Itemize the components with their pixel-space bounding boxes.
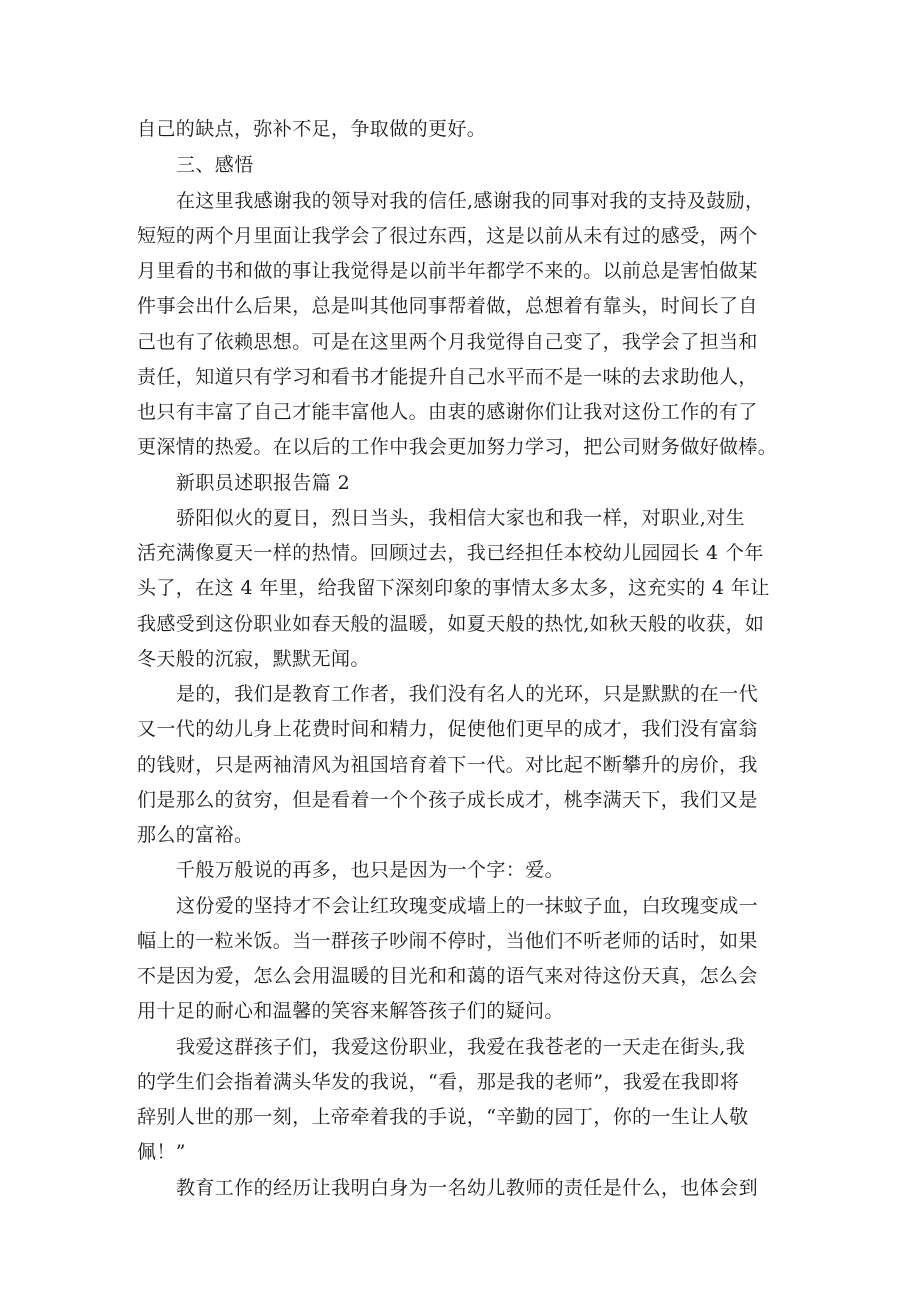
paragraph-start: 是的，我们是教育工作者，我们没有名人的光环，只是默默的在一代: [176, 683, 759, 705]
section-heading: 三、感悟: [176, 154, 254, 176]
text-line: 自己的缺点，弥补不足，争取做的更好。: [137, 118, 487, 140]
paragraph-start: 教育工作的经历让我明白身为一名幼儿教师的责任是什么，也体会到: [176, 1177, 759, 1199]
paragraph-start: 骄阳似火的夏日，烈日当头，我相信大家也和我一样，对职业,对生: [176, 507, 746, 529]
text-line: 己也有了依赖思想。可是在这里两个月我觉得自己变了，我学会了担当和: [137, 331, 758, 353]
text-line: 头了，在这 4 年里，给我留下深刻印象的事情太多太多，这充实的 4 年让: [137, 577, 770, 599]
text-line: 更深情的热爱。在以后的工作中我会更加努力学习，把公司财务做好做棒。: [137, 436, 778, 458]
text-line: 件事会出什么后果，总是叫其他同事帮着做，总想着有靠头，时间长了自: [137, 295, 758, 317]
text-line: 佩！”: [137, 1141, 186, 1163]
text-line: 我感受到这份职业如春天般的温暖，如夏天般的热忱,如秋天般的收获，如: [137, 613, 765, 635]
text-line: 的钱财，只是两袖清风为祖国培育着下一代。对比起不断攀升的房价，我: [137, 754, 758, 776]
text-line: 那么的富裕。: [137, 824, 254, 846]
text-line: 又一代的幼儿身上花费时间和精力，促使他们更早的成才，我们没有富翁: [137, 718, 758, 740]
text-line: 也只有丰富了自己才能丰富他人。由衷的感谢你们让我对这份工作的有了: [137, 401, 758, 423]
paragraph-start: 我爱这群孩子们，我爱这份职业，我爱在我苍老的一天走在街头,我: [176, 1036, 746, 1058]
article-title: 新职员述职报告篇 2: [176, 472, 351, 494]
text-line: 活充满像夏天一样的热情。回顾过去，我已经担任本校幼儿园园长 4 个年: [137, 542, 764, 564]
paragraph-start: 千般万般说的再多，也只是因为一个字：爱。: [176, 859, 565, 881]
text-line: 不是因为爱，怎么会用温暖的目光和和蔼的语气来对待这份天真，怎么会: [137, 965, 758, 987]
paragraph-start: 在这里我感谢我的领导对我的信任,感谢我的同事对我的支持及鼓励，: [176, 190, 765, 212]
text-line: 冬天般的沉寂，默默无闻。: [137, 648, 370, 670]
text-line: 们是那么的贫穷，但是看着一个个孩子成长成才，桃李满天下，我们又是: [137, 789, 758, 811]
text-line: 月里看的书和做的事让我觉得是以前半年都学不来的。以前总是害怕做某: [137, 260, 758, 282]
paragraph-start: 这份爱的坚持才不会让红玫瑰变成墙上的一抹蚊子血，白玫瑰变成一: [176, 895, 759, 917]
text-line: 幅上的一粒米饭。当一群孩子吵闹不停时，当他们不听老师的话时，如果: [137, 930, 758, 952]
text-line: 短短的两个月里面让我学会了很过东西，这是以前从未有过的感受，两个: [137, 225, 758, 247]
text-line: 的学生们会指着满头华发的我说，“看，那是我的老师”，我爱在我即将: [137, 1071, 740, 1093]
text-line: 用十足的耐心和温馨的笑容来解答孩子们的疑问。: [137, 1000, 564, 1022]
text-line: 辞别人世的那一刻，上帝牵着我的手说，“辛勤的园丁，你的一生让人敬: [137, 1106, 749, 1128]
text-line: 责任，知道只有学习和看书才能提升自己水平而不是一味的去求助他人，: [137, 366, 758, 388]
